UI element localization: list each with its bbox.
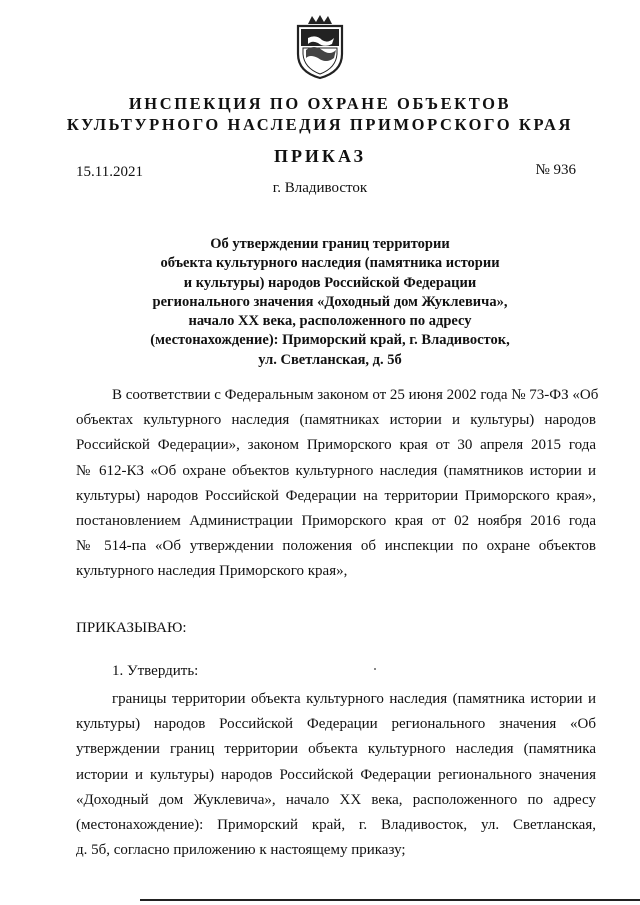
document-type: ПРИКАЗ [273,146,367,166]
preamble-line: постановлением Администрации Приморского края от 02 ноября 2016 года [76,512,596,529]
preamble-line: № 612-КЗ «Об охране объектов культурного наследия (памятников истории и [76,462,596,479]
organization-name-line1: ИНСПЕКЦИЯ ПО ОХРАНЕ ОБЪЕКТОВ [128,94,512,113]
preamble-line: культуры) народов Российской Федерации на территории Приморского края», [76,487,596,504]
document-title [140,235,520,370]
item-1-label: 1. Утвердить: [112,663,199,679]
document-city: г. Владивосток [272,180,368,196]
order-directive: ПРИКАЗЫВАЮ: [76,620,187,636]
item-1-line: д. 5б, согласно приложению к настоящему приказу; [76,842,406,859]
document-date: 15.11.2021 [76,164,143,180]
item-1-line: «Доходный дом Жуклевича», начало XX века, расположенного по адресу [76,791,596,808]
title-line: Об утверждении границ территории [210,236,450,252]
preamble-line: Российской Федерации», законом Приморского края от 30 апреля 2015 года [76,437,596,454]
title-line: регионального значения «Доходный дом Жуклевича», [152,293,508,310]
item-1-line: границы территории объекта культурного наследия (памятника истории и [112,691,596,707]
item-1-line: культуры) народов Российской Федерации регионального значения «Об [76,716,596,733]
coat-of-arms-emblem [292,14,348,80]
preamble-line: культурного наследия Приморского края», [76,563,348,580]
preamble-paragraph [76,383,599,585]
scan-edge-line [140,899,640,901]
item-1-line: истории и культуры) народов Российской Федерации регионального значения [76,766,596,783]
preamble-line: № 514-па «Об утверждении положения об инспекции по охране объектов [76,538,596,555]
item-1-paragraph [76,687,596,863]
title-line: объекта культурного наследия (памятника истории [160,255,500,272]
scan-speck [374,668,376,670]
title-line: (местонахождение): Приморский край, г. Владивосток, [150,332,510,349]
preamble-line: В соответствии с Федеральным законом от 25 июня 2002 года № 73-ФЗ «Об [112,387,599,403]
title-line: и культуры) народов Российской Федерации [183,274,477,291]
title-line: ул. Светланская, д. 5б [258,351,402,368]
organization-name-line2: КУЛЬТУРНОГО НАСЛЕДИЯ ПРИМОРСКОГО КРАЯ [66,115,574,134]
title-line: начало XX века, расположенного по адресу [188,313,472,330]
item-1-line: утверждении границ территории объекта культурного наследия (памятника [76,741,596,758]
preamble-line: объектах культурного наследия (памятниках истории и культуры) народов [76,412,596,429]
document-number: № 936 [535,162,576,178]
item-1-line: (местонахождение): Приморский край, г. Владивосток, ул. Светланская, [76,816,596,833]
